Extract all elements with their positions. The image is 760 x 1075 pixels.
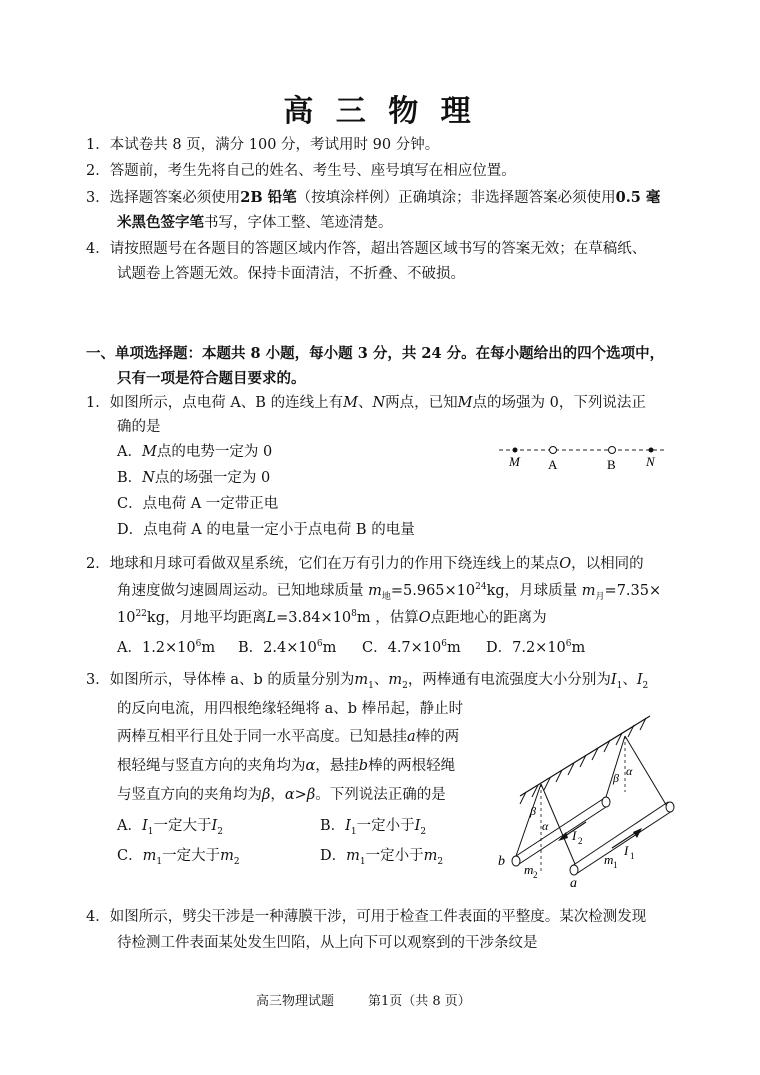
svg-text:I: I <box>624 843 629 858</box>
section-heading-cont: 只有一项是符合题目要求的。 <box>117 370 306 387</box>
note-3-cont: 米黑色签字笔书写，字体工整、笔迹清楚。 <box>117 214 393 231</box>
svg-text:β: β <box>613 771 619 785</box>
label-a: A <box>548 457 558 472</box>
svg-text:I: I <box>572 828 577 843</box>
charge-b <box>609 447 616 454</box>
q3-figure <box>492 712 684 890</box>
svg-text:2: 2 <box>533 870 538 880</box>
q2-option-b: B．$2.4\times 10^6m$ <box>238 639 337 656</box>
label-m: M <box>509 454 520 469</box>
label-n: N <box>646 454 655 469</box>
point-m <box>513 448 518 453</box>
note-4-cont: 试题卷上答题无效。保持卡面清洁，不折叠、不破损。 <box>117 266 465 282</box>
q3-option-a: A．$I_1$一定大于$I_2$ <box>117 818 223 837</box>
point-n <box>649 448 654 453</box>
q2-line1: 2．地球和月球可看做双星系统，它们在万有引力的作用下绕连线上的某点O，以相同的 <box>86 556 644 572</box>
label-b: B <box>607 457 616 472</box>
q3-option-c: C．$m_1$一定大于$m_2$ <box>117 848 240 867</box>
note-3: 3．选择题答案必须使用2B 铅笔（按填涂样例）正确填涂；非选择题答案必须使用0.5 毫 <box>86 189 661 206</box>
q3-option-b: B．$I_1$一定小于$I_2$ <box>320 818 427 837</box>
q3-option-d: D．$m_1$一定小于$m_2$ <box>320 848 444 867</box>
q2-option-c: C．$4.7\times 10^6m$ <box>362 639 461 656</box>
charge-a <box>550 447 557 454</box>
footer-title: 高三物理试题 <box>256 994 335 1009</box>
q2-option-a: A．$1.2\times 10^6m$ <box>117 639 216 656</box>
q1-option-c: C．点电荷 A 一定带正电 <box>117 496 279 512</box>
q3-line1: 3．如图所示，导体棒 a、b 的质量分别为$m_1$、$m_2$，两棒通有电流强度大小分别为$I_1$、$I_2$ <box>86 672 649 691</box>
note-1: 1．本试卷共 8 页，满分 100 分，考试用时 90 分钟。 <box>86 137 440 153</box>
q1-figure <box>495 440 670 476</box>
svg-text:m: m <box>524 862 534 877</box>
q3-line5: 与竖直方向的夹角均为β，α>β。下列说法正确的是 <box>117 787 446 803</box>
svg-text:2: 2 <box>578 836 583 846</box>
q1-stem: 1．如图所示，点电荷 A、B 的连线上有M、N两点，已知M点的场强为 0，下列说法正 <box>86 395 646 411</box>
svg-text:b: b <box>498 854 505 869</box>
page-title: 高 三 物 理 <box>283 94 477 129</box>
page-number: 第1页（共 8 页） <box>368 994 471 1009</box>
q3-line4: 根轻绳与竖直方向的夹角均为α，悬挂b棒的两根轻绳 <box>117 758 456 774</box>
svg-text:β: β <box>530 804 536 818</box>
note-2: 2．答题前，考生先将自己的姓名、考生号、座号填写在相应位置。 <box>86 163 516 179</box>
svg-text:α: α <box>626 764 633 778</box>
q2-line2: 角速度做匀速圆周运动。已知地球质量 $m_地=5.965\times 10^{24}kg$，月球质量 $m_月=7.35\times$ <box>117 582 662 602</box>
q1-option-a: A．M点的电势一定为 0 <box>117 444 273 460</box>
note-4: 4．请按照题号在各题目的答题区域内作答，超出答题区域书写的答案无效；在草稿纸、 <box>86 241 647 257</box>
q4-line2: 待检测工件表面某处发生凹陷，从上向下可以观察到的干涉条纹是 <box>117 935 538 951</box>
section-heading: 一、单项选择题：本题共 8 小题，每小题 3 分，共 24 分。在每小题给出的四个选项中， <box>86 345 665 362</box>
q1-option-b: B．N点的场强一定为 0 <box>117 470 271 486</box>
q2-line3: $10^{22}kg$，月地平均距离$L=3.84\times 10^8m$ ，估算O点距地心的距离为 <box>117 609 547 626</box>
svg-text:α: α <box>542 819 549 833</box>
svg-text:1: 1 <box>613 860 618 870</box>
q1-stem-cont: 确的是 <box>117 419 161 435</box>
q3-line2: 的反向电流，用四根绝缘轻绳将 a、b 棒吊起，静止时 <box>117 701 464 717</box>
svg-text:m: m <box>604 852 614 867</box>
svg-text:a: a <box>570 876 577 890</box>
svg-text:1: 1 <box>630 851 635 861</box>
q1-option-d: D．点电荷 A 的电量一定小于点电荷 B 的电量 <box>117 522 415 538</box>
q3-line3: 两棒互相平行且处于同一水平高度。已知悬挂a棒的两 <box>117 729 460 745</box>
q4-line1: 4．如图所示，劈尖干涉是一种薄膜干涉，可用于检查工件表面的平整度。某次检测发现 <box>86 909 647 925</box>
q2-option-d: D．$7.2\times 10^6m$ <box>486 639 586 656</box>
